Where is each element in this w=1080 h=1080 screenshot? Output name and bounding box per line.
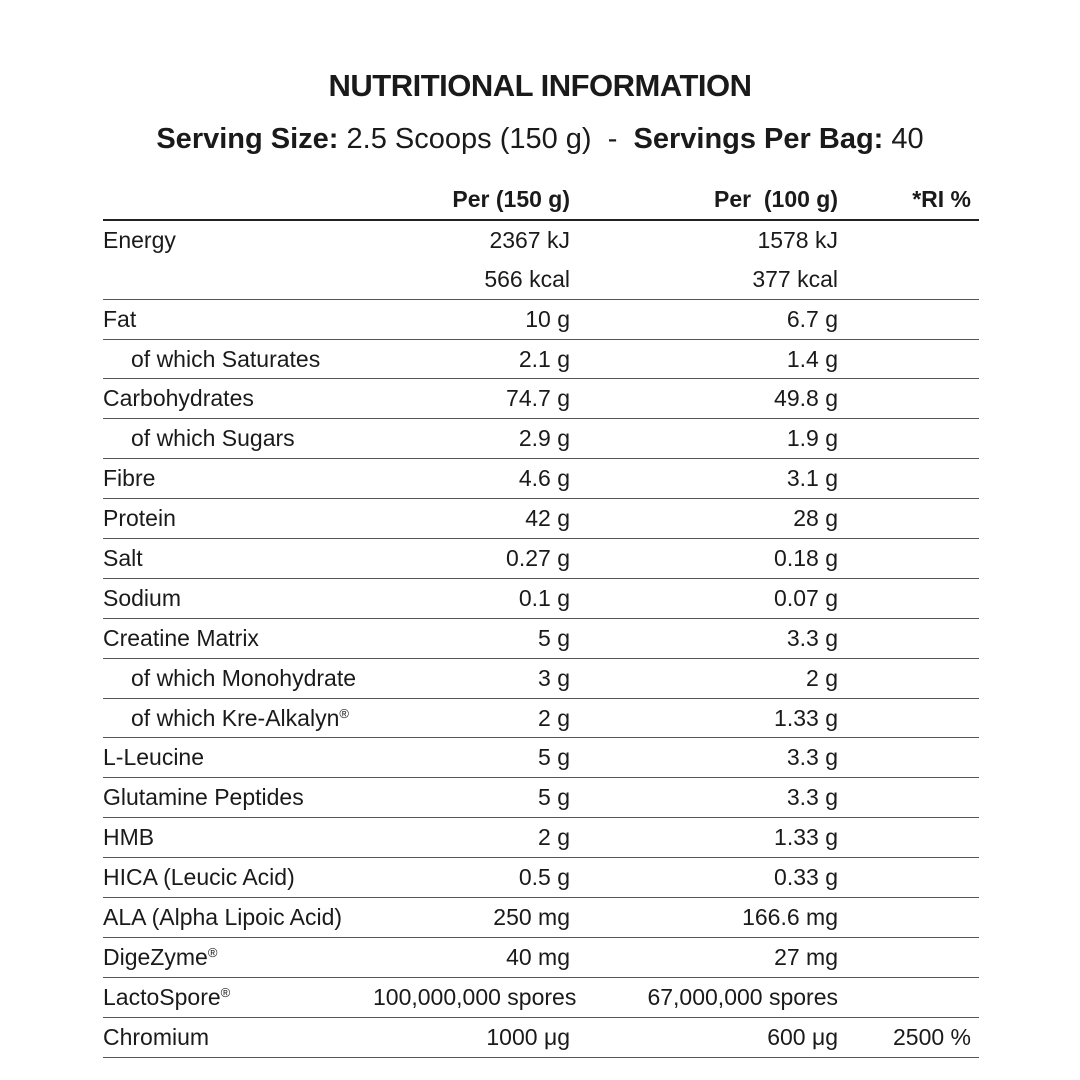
table-row [103, 658, 979, 698]
value-ri-percent [838, 539, 979, 579]
header-per-100g: Per (100 g) [570, 180, 838, 220]
value-per-100g: 166.6 mg [570, 898, 838, 938]
table-row [103, 698, 979, 738]
nutrient-name: of which Monohydrate [103, 658, 373, 698]
value-per-150g: 10 g [373, 299, 570, 339]
value-ri-percent [838, 499, 979, 539]
nutrient-name: Fat [103, 299, 373, 339]
value-per-100g: 6.7 g [570, 299, 838, 339]
value-per-150g: 100,000,000 spores [373, 977, 570, 1017]
value-per-150g: 2 g [373, 818, 570, 858]
nutrient-name: Salt [103, 539, 373, 579]
value-per-100g: 27 mg [570, 937, 838, 977]
nutrient-name: HMB [103, 818, 373, 858]
value-per-150g: 1000 μg [373, 1017, 570, 1057]
value-ri-percent [838, 738, 979, 778]
serving-info [0, 118, 1080, 160]
table-row [103, 818, 979, 858]
value-per-150g: 2 g [373, 698, 570, 738]
value-per-150g: 5 g [373, 778, 570, 818]
value-per-100g: 377 kcal [570, 260, 838, 299]
value-per-100g: 3.3 g [570, 738, 838, 778]
nutrient-name: Carbohydrates [103, 379, 373, 419]
table-row [103, 459, 979, 499]
nutrient-name: L-Leucine [103, 738, 373, 778]
value-per-150g: 4.6 g [373, 459, 570, 499]
value-per-100g: 1.33 g [570, 818, 838, 858]
table-header-row [103, 180, 979, 220]
value-per-150g: 2.1 g [373, 339, 570, 379]
nutrient-name: Glutamine Peptides [103, 778, 373, 818]
nutrition-table [103, 180, 979, 1058]
value-per-150g: 250 mg [373, 898, 570, 938]
value-per-150g: 5 g [373, 618, 570, 658]
table-row [103, 898, 979, 938]
table-row [103, 977, 979, 1017]
header-nutrient [103, 180, 373, 220]
page-title: NUTRITIONAL INFORMATION [328, 68, 752, 103]
table-row [103, 260, 979, 299]
value-per-100g: 3.3 g [570, 618, 838, 658]
nutrient-name: DigeZyme® [103, 937, 373, 977]
value-ri-percent [838, 419, 979, 459]
value-per-150g: 74.7 g [373, 379, 570, 419]
nutrient-name: ALA (Alpha Lipoic Acid) [103, 898, 373, 938]
table-row [103, 539, 979, 579]
value-ri-percent [838, 379, 979, 419]
value-ri-percent [838, 937, 979, 977]
value-per-100g: 0.18 g [570, 539, 838, 579]
value-per-150g: 2367 kJ [489, 226, 570, 253]
value-per-150g: 42 g [373, 499, 570, 539]
table-row [103, 1017, 979, 1057]
value-ri-percent [838, 858, 979, 898]
serving-size-value: 2.5 Scoops (150 g) [346, 123, 592, 155]
table-row [103, 937, 979, 977]
value-ri-percent [838, 898, 979, 938]
table-body [103, 220, 979, 1057]
value-per-100g: 2 g [570, 658, 838, 698]
registered-mark: ® [207, 944, 218, 960]
value-per-150g: 3 g [373, 658, 570, 698]
value-per-150g: 5 g [373, 738, 570, 778]
value-per-100g: 0.33 g [570, 858, 838, 898]
table-row [103, 220, 979, 260]
value-per-100g: 1.33 g [570, 698, 838, 738]
registered-mark: ® [339, 705, 349, 721]
table-row [103, 738, 979, 778]
servings-per-bag-label: Servings Per Bag: [633, 123, 884, 155]
nutrient-name: Sodium [103, 578, 373, 618]
value-ri-percent [838, 618, 979, 658]
value-per-150g: 0.27 g [373, 539, 570, 579]
table-row [103, 618, 979, 658]
nutrient-name: Protein [103, 499, 373, 539]
table-row [103, 339, 979, 379]
nutrient-name: Creatine Matrix [103, 618, 373, 658]
value-ri-percent [838, 698, 979, 738]
value-ri-percent [838, 299, 979, 339]
value-ri-percent [838, 977, 979, 1017]
servings-per-bag-value: 40 [891, 123, 924, 155]
value-ri-percent: 2500 % [838, 1017, 979, 1057]
value-per-150g: 2.9 g [373, 419, 570, 459]
value-ri-percent [838, 260, 979, 299]
value-per-150g: 0.1 g [373, 578, 570, 618]
nutrient-name: of which Sugars [103, 419, 373, 459]
header-ri-percent: *RI % [838, 180, 979, 220]
value-per-150g: 566 kcal [373, 260, 570, 299]
value-ri-percent [838, 818, 979, 858]
value-per-100g: 3.1 g [570, 459, 838, 499]
value-per-100g: 600 μg [570, 1017, 838, 1057]
nutrient-name: of which Kre-Alkalyn® [103, 698, 373, 738]
value-ri-percent [838, 778, 979, 818]
nutrient-name: Energy [103, 226, 176, 253]
table-row [103, 778, 979, 818]
registered-mark: ® [220, 984, 231, 1000]
value-per-100g: 1578 kJ [757, 226, 838, 253]
table-row [103, 379, 979, 419]
table-row [103, 419, 979, 459]
serving-size-label: Serving Size: [156, 123, 339, 155]
value-per-100g: 0.07 g [570, 578, 838, 618]
table-row [103, 299, 979, 339]
value-per-100g: 3.3 g [570, 778, 838, 818]
value-per-150g: 0.5 g [373, 858, 570, 898]
value-ri-percent [838, 459, 979, 499]
table-row [103, 858, 979, 898]
value-ri-percent [838, 220, 979, 260]
nutrient-name: LactoSpore® [103, 977, 373, 1017]
value-per-100g: 1.4 g [570, 339, 838, 379]
nutrient-name: Fibre [103, 459, 373, 499]
value-ri-percent [838, 339, 979, 379]
serving-separator: - [607, 123, 618, 155]
value-per-100g: 28 g [570, 499, 838, 539]
nutrient-name: of which Saturates [103, 339, 373, 379]
nutrient-name [103, 260, 373, 299]
table-row [103, 578, 979, 618]
value-per-100g: 67,000,000 spores [570, 977, 838, 1017]
nutrient-name: HICA (Leucic Acid) [103, 858, 373, 898]
value-per-100g: 1.9 g [570, 419, 838, 459]
value-per-100g: 49.8 g [570, 379, 838, 419]
nutrient-name: Chromium [103, 1017, 373, 1057]
value-per-150g: 40 mg [373, 937, 570, 977]
value-ri-percent [838, 578, 979, 618]
value-ri-percent [838, 658, 979, 698]
header-per-150g: Per (150 g) [373, 180, 570, 220]
table-row [103, 499, 979, 539]
